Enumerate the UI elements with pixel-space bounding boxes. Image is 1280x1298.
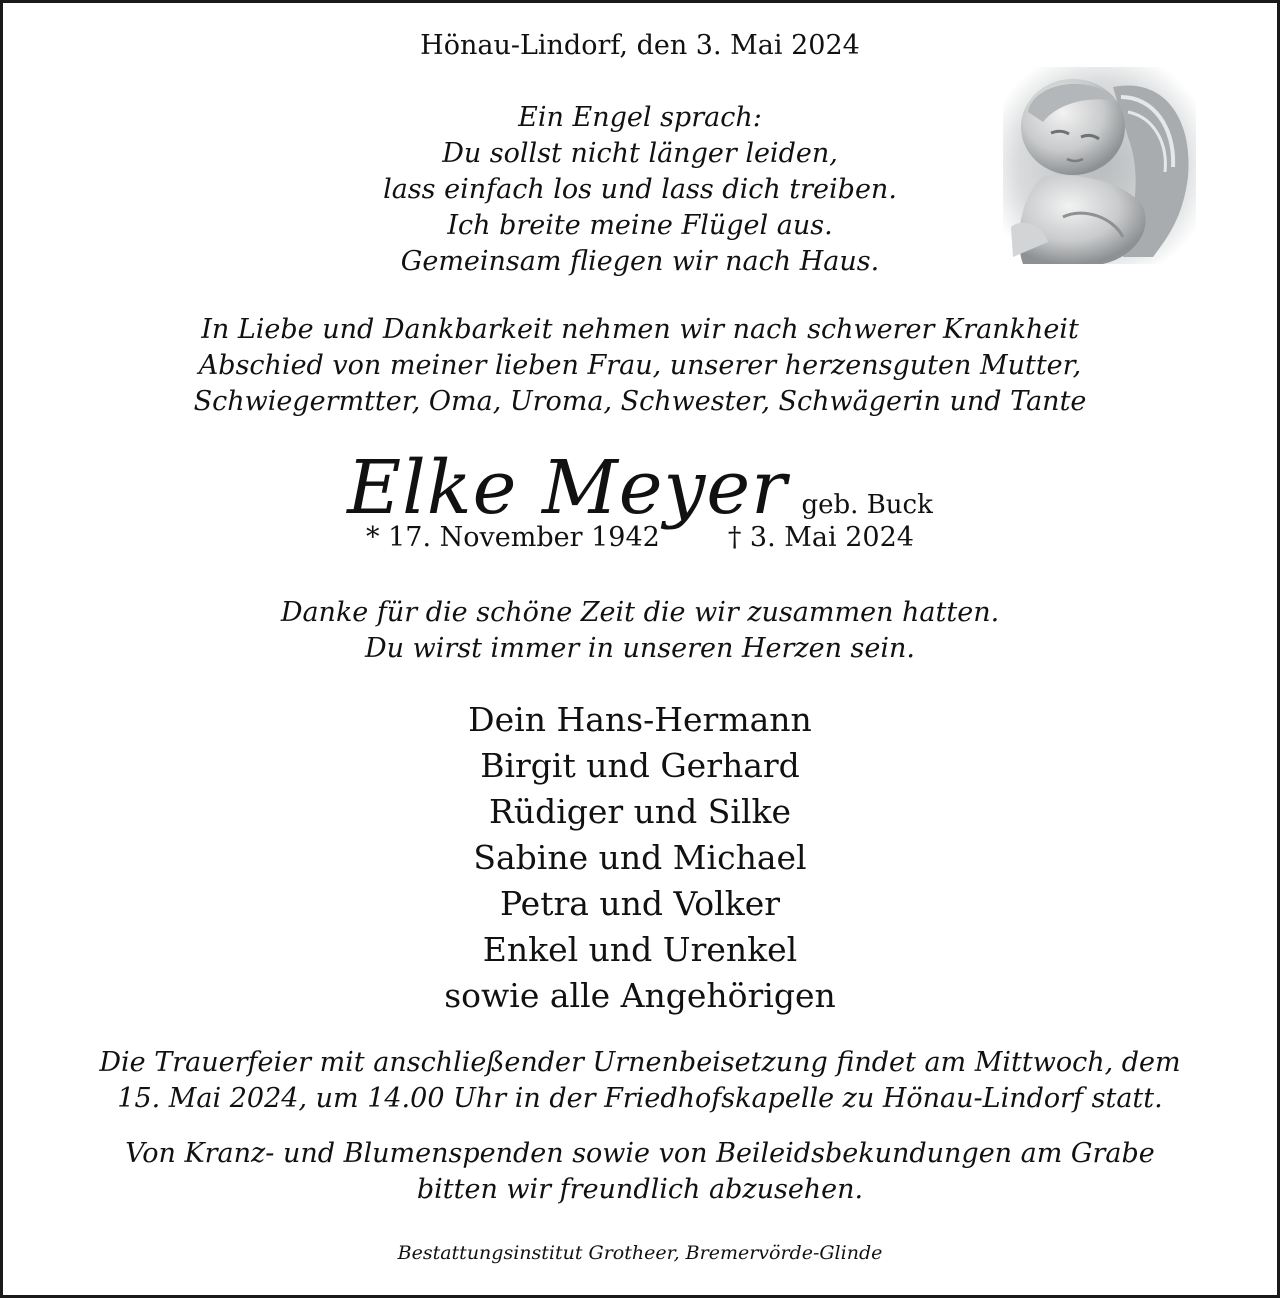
thanks-line: Du wirst immer in unseren Herzen sein. (365, 633, 915, 664)
undertaker-text: Bestattungsinstitut Grotheer, Bremervörde-Glinde (397, 1242, 883, 1264)
intro-text (0, 312, 1280, 420)
intro-line: Abschied von meiner lieben Frau, unserer herzensguten Mutter, (198, 350, 1082, 381)
family-list (0, 697, 1280, 1019)
family-member: Enkel und Urenkel (482, 930, 798, 969)
deceased-name: Elke Meyer (347, 445, 788, 531)
family-member: Petra und Volker (499, 884, 781, 923)
angel-image (1003, 67, 1196, 264)
intro-line: In Liebe und Dankbarkeit nehmen wir nach schwerer Krankheit (201, 314, 1079, 345)
family-member: sowie alle Angehörigen (444, 976, 836, 1015)
flowers-line: bitten wir freundlich abzusehen. (416, 1174, 864, 1205)
undertaker (0, 1242, 1280, 1264)
intro-line: Schwiegermtter, Oma, Uroma, Schwester, Schwägerin und Tante (193, 386, 1087, 417)
thanks-line: Danke für die schöne Zeit die wir zusammen hatten. (280, 597, 1000, 628)
deceased-name-row (0, 445, 1280, 531)
family-member: Sabine und Michael (473, 838, 807, 877)
service-line: 15. Mai 2024, um 14.00 Uhr in der Friedhofskapelle zu Hönau-Lindorf statt. (117, 1083, 1163, 1114)
maiden-name: geb. Buck (801, 490, 933, 520)
poem-line: Du sollst nicht länger leiden, (442, 138, 838, 169)
place-date-text: Hönau-Lindorf, den 3. Mai 2024 (420, 30, 860, 61)
death-date: † 3. Mai 2024 (727, 522, 914, 553)
place-date (0, 30, 1280, 61)
service-line: Die Trauerfeier mit anschließender Urnenbeisetzung findet am Mittwoch, dem (99, 1047, 1181, 1078)
family-member: Rüdiger und Silke (488, 792, 792, 831)
flowers-line: Von Kranz- und Blumenspenden sowie von Beileidsbekundungen am Grabe (125, 1138, 1155, 1169)
flowers-note (0, 1136, 1280, 1208)
poem-line: Ich breite meine Flügel aus. (447, 210, 833, 241)
life-dates (0, 522, 1280, 553)
funeral-service-info (0, 1045, 1280, 1117)
family-member: Birgit und Gerhard (480, 746, 800, 785)
poem-line: lass einfach los und lass dich treiben. (383, 174, 897, 205)
thanks-text (0, 595, 1280, 667)
family-member: Dein Hans-Hermann (468, 700, 812, 739)
poem-line: Gemeinsam fliegen wir nach Haus. (400, 246, 880, 277)
birth-date: * 17. November 1942 (366, 522, 660, 553)
poem-line: Ein Engel sprach: (518, 102, 762, 133)
